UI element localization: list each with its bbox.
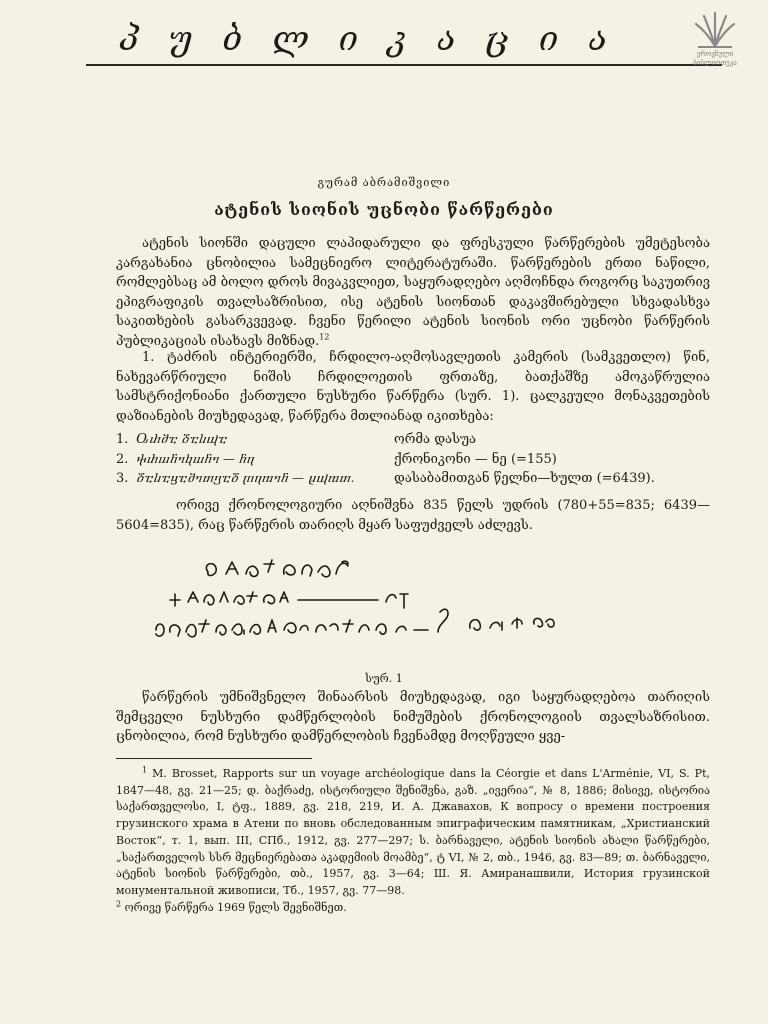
inscription-tracing-icon [150, 546, 690, 656]
inscription-line [116, 430, 716, 450]
inscription-drawing [150, 546, 690, 656]
footnote-1-text: M. Brosset, Rapports sur un voyage archéologique dans la Céorgie et dans L'Arménie, VI, S. Pt, 1847—48, გვ. 21—25; დ. ბაქრაძე, ისტორიული შენიშვნა, გაზ. „ივერია“, № 8, 1886; მისივე, ისტორია საქართველოსი, I, ტფ., 1889, გვ. 218, 219, И. А. Джавахов, К вопросу о времени построения грузинского храма в Атени по вновь обследованным эпиграфическим памятникам, „Христианский Восток“, т. 1, вып. III, СПб., 1912, გვ. 277—297; ს. ბარნაველი, ატენის სიონის ახალი წარწერები, „საქართველოს სსრ მეცნიერებათა აკადემიის მოამბე“, ტ VI, № 2, თბ., 1946, გვ. 83—89; თ. ბარნაველი, ატენის სიონის წარწერები, თბ., 1957, გვ. 3—64; Ш. Я. Амиранашвили, История грузинской монументальной живописи, Тб., 1957, გვ. 77—98. [116, 767, 710, 897]
inscription-reading: ქრონიკონი — ნე (=155) [394, 451, 557, 467]
article-title: ატენის სიონის უცნობი წარწერები [214, 200, 554, 219]
figure-caption: სურ. 1 [365, 672, 403, 685]
inscription-original: Ⴍⴐⴋⴀ ⴃⴀⴑⴓⴀ [136, 432, 227, 446]
inscription-reading: დასაბამითგან წელნი—ხულთ (=6439). [394, 471, 655, 486]
paragraph-inscription-description: 1. ტაძრის ინტერიერში, ჩრდილო-აღმოსავლეთის კამერის (სამკვეთლო) წინ, ნახევარწრიული ნიშის ჩრდილოეთის ფრთაზე, ბათქაშზე ამოკაწრულია სამსტრიქონიანი ქართული ნუსხური წარწერა (სურ. 1). ცალკეული მონაკვეთების დაზიანების მიუხედავად, წარწერა მთლიანად იკითხება: [116, 350, 710, 424]
footnote-ref-2: 2 [324, 332, 330, 342]
inscription-line [116, 450, 716, 470]
inscription-reading: ორმა დასუა [394, 432, 477, 447]
paragraph-significance: წარწერის უმნიშვნელო შინაარსის მიუხედავად, იგი საყურადღებოა თარიღის შემცველი ნუსხური დამწერლობის ნიმუშების ქრონოლოგიის თვალსაზრისით. ცნობილია, რომ ნუსხური დამწერლობის ჩვენამდე მოღწეული ყვე- [116, 690, 710, 744]
logo-text-line-1: ეროვნული [696, 50, 734, 58]
logo-text-line-2: ბიბლიოთეკა [693, 59, 737, 67]
footnote-2 [116, 900, 710, 917]
footnote-ref-1: 1 [319, 332, 325, 342]
footnote-1-mark: 1 [142, 765, 148, 775]
inscription-original: ⴃⴀⴑⴀⴁⴀⴋⴈⴇⴂⴀⴃ ⴜⴄⴊⴈⴌ — ⴞⴓⴊⴇ. [136, 471, 355, 485]
header-rule [86, 64, 722, 66]
footnote-2-text: ორივე წარწერა 1969 წელს შევნიშნეთ. [124, 900, 347, 914]
paragraph-chronology: ორივე ქრონოლოგიური აღნიშვნა 835 წელს უდრის (780+55=835; 6439—5604=835), რაც წარწერის თარიღს მყარ საფუძველს აძლევს. [116, 498, 710, 533]
footnotes [116, 766, 710, 916]
inscription-line-number: 3. [116, 471, 129, 486]
paragraph-intro-text: ატენის სიონში დაცული ლაპიდარული და ფრესკული წარწერების უმეტესობა კარგახანია ცნობილია სამეცნიერო ლიტერატურაში. წარწერების ერთი ნაწილი, რომლებსაც ამ ბოლო დროს მივაკვლიეთ, საყურადღებო აღმოჩნდა როგორც საკუთრივ ეპიგრაფიკის თვალსაზრისით, ისე ატენის სიონთან დაკავშირებული სხვადასხვა საკითხების გასარკვევად. ჩვენი წერილი ატენის სიონის ორი უცნობი წარწერის პუბლიკაციას ისახავს მიზნად. [116, 236, 710, 349]
inscription-original: ⴕⴐⴍⴌⴈⴉⴍⴌⴈ — ⴌⴄ [136, 451, 255, 466]
inscription-line-number: 2. [116, 451, 129, 467]
inscription-list [116, 430, 716, 489]
national-library-logo-icon [692, 10, 738, 50]
library-logo [672, 10, 758, 78]
paragraph-intro [116, 234, 710, 351]
footnote-1 [116, 766, 710, 900]
article-author: გურამ აბრამიშვილი [317, 176, 451, 189]
inscription-line [116, 469, 716, 489]
running-header: პუბლიკაცია [118, 19, 638, 59]
inscription-line-number: 1. [116, 432, 129, 447]
footnote-2-mark: 2 [116, 898, 122, 908]
footnote-separator [116, 758, 312, 759]
